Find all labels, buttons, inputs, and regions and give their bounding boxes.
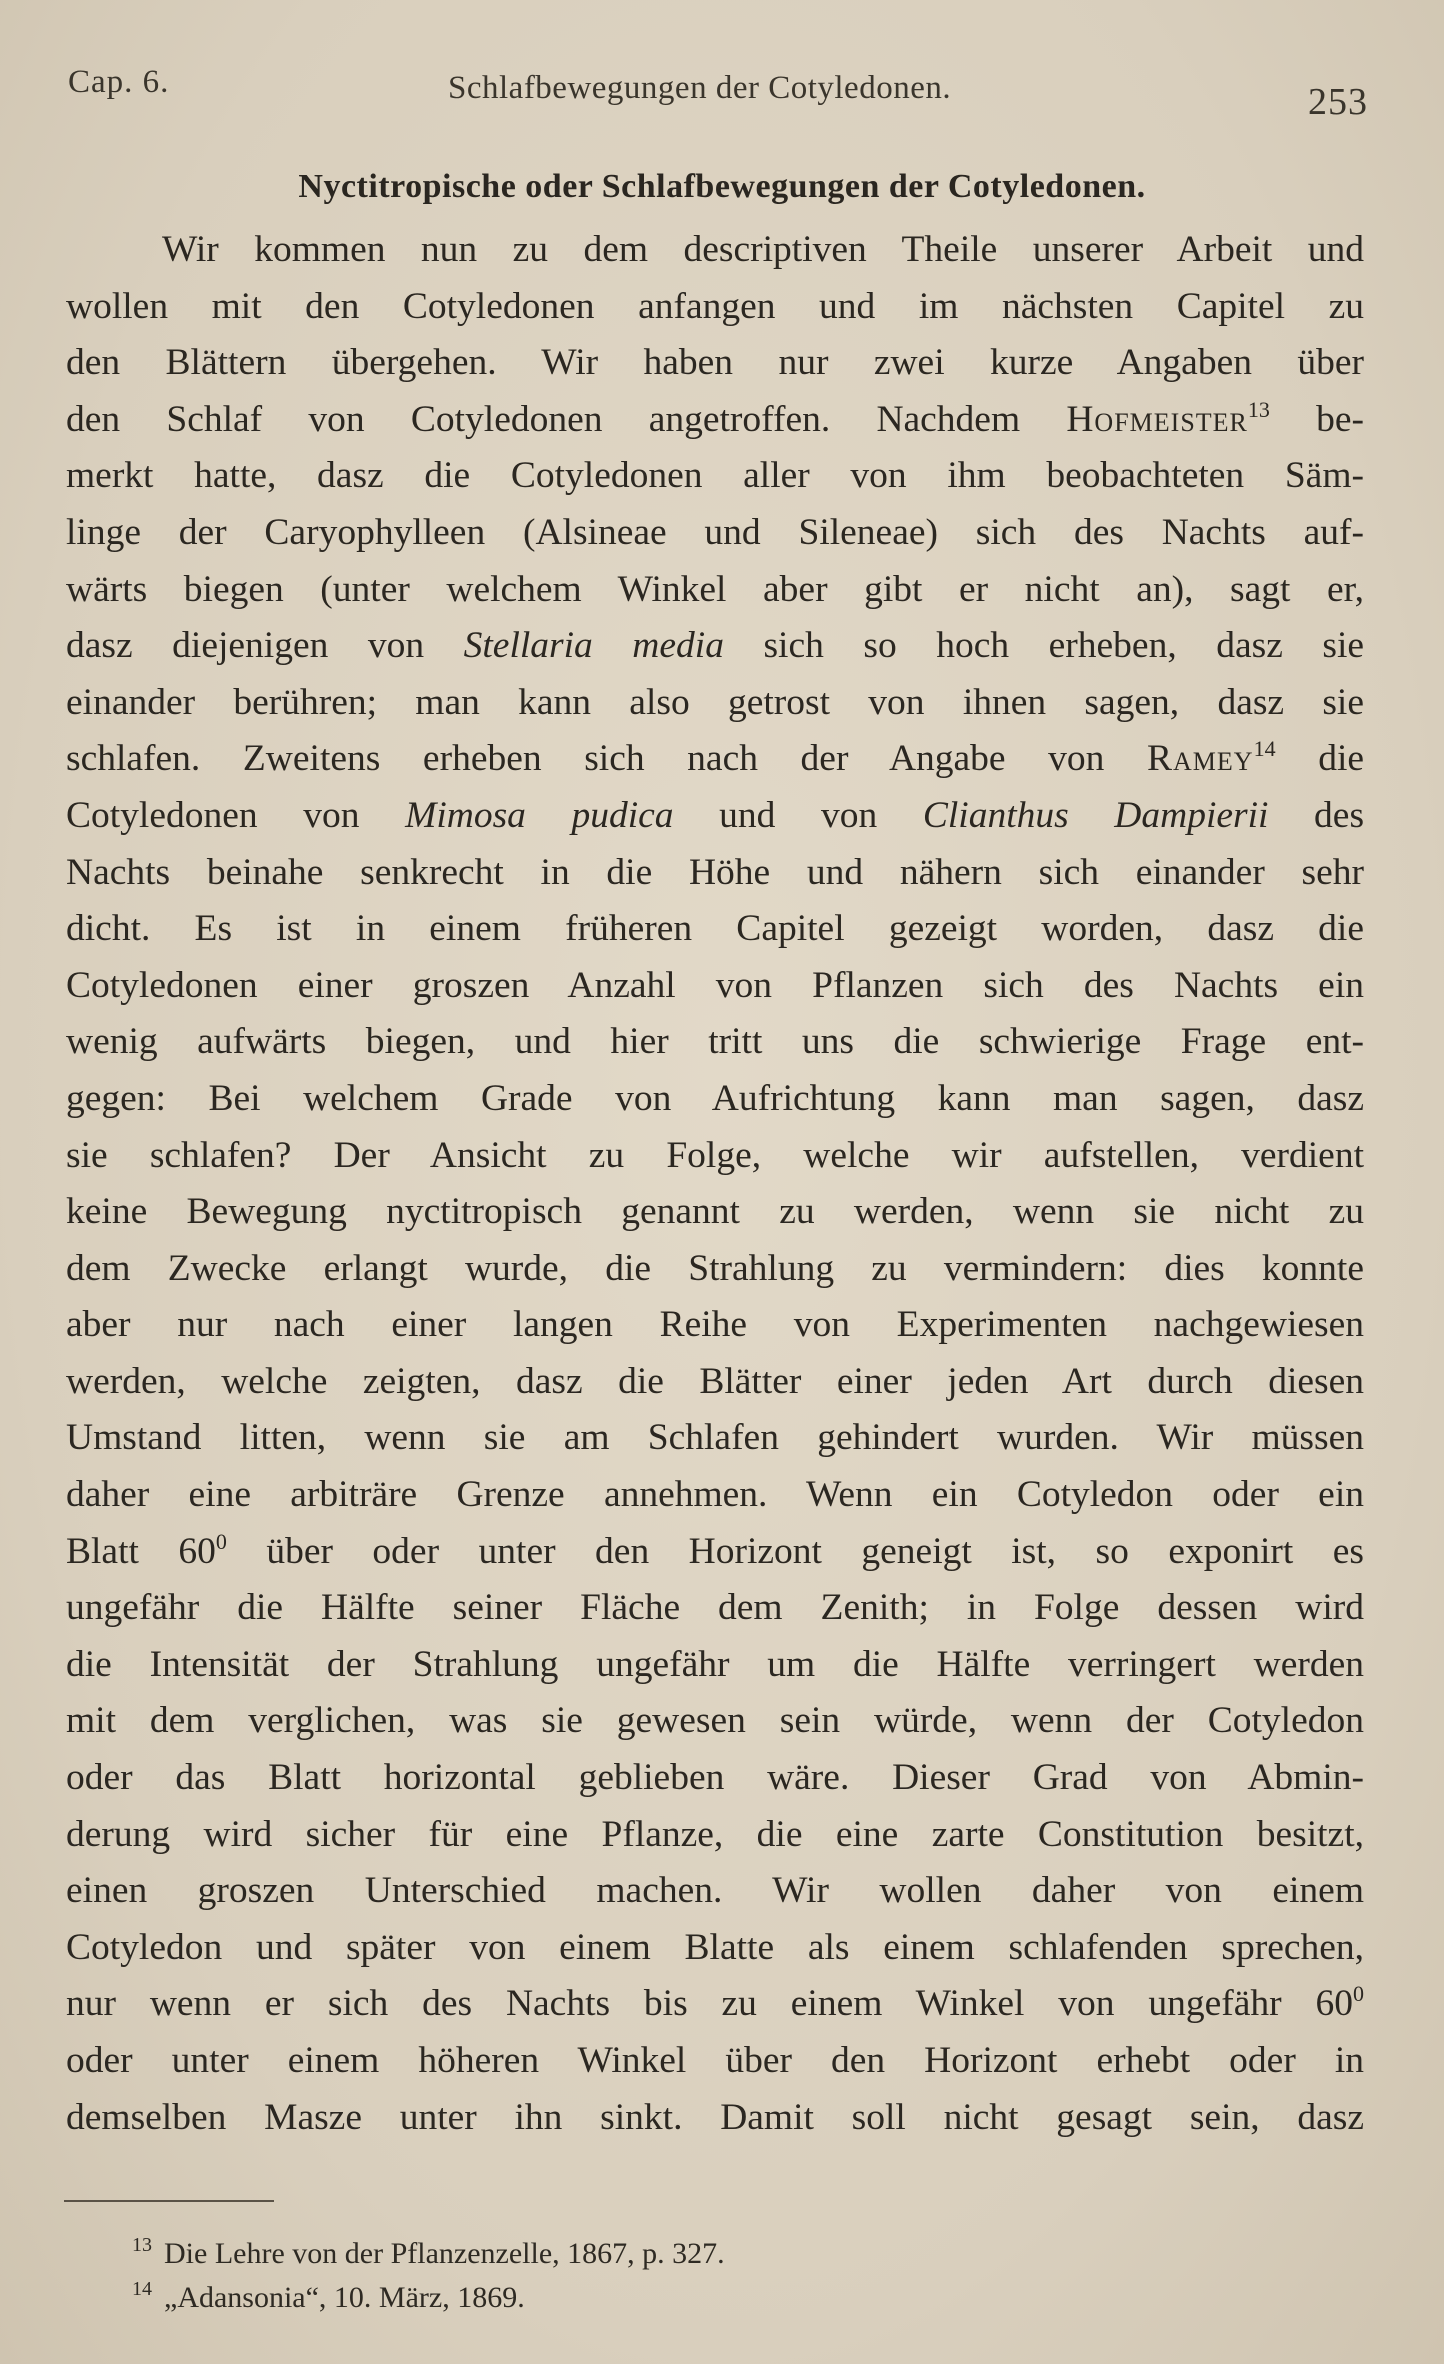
text-line: wenig aufwärts biegen, und hier tritt uns die schwierige Frage ent-: [66, 1021, 1364, 1063]
text-line: den Blättern übergehen. Wir haben nur zwei kurze Angaben über: [66, 342, 1364, 384]
footnote-mark: 13: [132, 2234, 152, 2256]
chapter-label: Cap. 6.: [68, 64, 170, 100]
text-line: daher eine arbiträre Grenze annehmen. Wenn ein Cotyledon oder ein: [66, 1474, 1364, 1516]
text-line: einander berühren; man kann also getrost von ihnen sagen, dasz sie: [66, 681, 1364, 723]
text-line: keine Bewegung nyctitropisch genannt zu werden, wenn sie nicht zu: [66, 1191, 1364, 1233]
text-line: [66, 1524, 1364, 1581]
text-line: [66, 731, 1364, 788]
text-line: sie schlafen? Der Ansicht zu Folge, welche wir aufstellen, verdient: [66, 1134, 1364, 1176]
text-segment: des: [1314, 794, 1365, 836]
text-line: wärts biegen (unter welchem Winkel aber gibt er nicht an), sagt er,: [66, 568, 1364, 610]
text-line: Cotyledon und später von einem Blatte als einem schlafenden sprechen,: [66, 1926, 1364, 1968]
text-line: oder unter einem höheren Winkel über den Horizont erhebt oder in: [66, 2040, 1364, 2081]
author-name-ramey: Ramey: [1147, 738, 1254, 780]
footnote-text: Die Lehre von der Pflanzenzelle, 1867, p. 327.: [164, 2237, 725, 2270]
species-name: Mimosa pudica: [405, 794, 674, 836]
footnotes: [132, 2232, 1232, 2320]
text-line: demselben Masze unter ihn sinkt. Damit soll nicht gesagt sein, dasz: [66, 2096, 1364, 2138]
footnote-14: [132, 2276, 1232, 2320]
text-line: dicht. Es ist in einem früheren Capitel gezeigt worden, dasz die: [66, 908, 1364, 950]
text-line: einen groszen Unterschied machen. Wir wollen daher von einem: [66, 1870, 1364, 1912]
body-text: [66, 222, 1364, 2146]
footnote-13: [132, 2232, 1232, 2276]
footnote-text: „Adansonia“, 10. März, 1869.: [164, 2281, 525, 2314]
text-segment: Blatt 60: [66, 1530, 216, 1572]
author-name-hofmeister: Hofmeister: [1066, 398, 1248, 440]
text-line: Nachts beinahe senkrecht in die Höhe und nähern sich einander sehr: [66, 851, 1364, 893]
text-line: die Intensität der Strahlung ungefähr um die Hälfte verringert werden: [66, 1643, 1364, 1685]
text-line: linge der Caryophylleen (Alsineae und Sileneae) sich des Nachts auf-: [66, 511, 1364, 553]
degree-mark: 0: [1353, 1981, 1364, 2007]
text-line: mit dem verglichen, was sie gewesen sein würde, wenn der Cotyledon: [66, 1700, 1364, 1742]
text-segment: nur wenn er sich des Nachts bis zu einem Winkel von ungefähr 60: [66, 1983, 1353, 2025]
text-segment: be-: [1316, 398, 1364, 440]
text-line: Cotyledonen einer groszen Anzahl von Pflanzen sich des Nachts ein: [66, 964, 1364, 1006]
text-line: Umstand litten, wenn sie am Schlafen gehindert wurden. Wir müssen: [66, 1417, 1364, 1459]
text-segment: schlafen. Zweitens erheben sich nach der Angabe von: [66, 738, 1105, 780]
text-line: werden, welche zeigten, dasz die Blätter einer jeden Art durch diesen: [66, 1360, 1364, 1402]
footnote-divider: [64, 2200, 274, 2202]
text-line: oder das Blatt horizontal geblieben wäre. Dieser Grad von Abmin-: [66, 1757, 1364, 1799]
text-line: ungefähr die Hälfte seiner Fläche dem Zenith; in Folge dessen wird: [66, 1587, 1364, 1629]
species-name: Stellaria media: [463, 625, 724, 667]
species-name: Clianthus Dampierii: [922, 794, 1269, 836]
footnote-ref-14: 14: [1253, 736, 1276, 762]
text-segment: Cotyledonen von: [66, 794, 360, 836]
running-title: Schlafbewegungen der Cotyledonen.: [448, 70, 952, 106]
footnote-mark: 14: [132, 2278, 152, 2300]
text-line: [66, 392, 1364, 449]
text-line: gegen: Bei welchem Grade von Aufrichtung kann man sagen, dasz: [66, 1077, 1364, 1119]
text-line: wollen mit den Cotyledonen anfangen und im nächsten Capitel zu: [66, 285, 1364, 327]
text-line: Wir kommen nun zu dem descriptiven Theile unserer Arbeit und: [162, 229, 1364, 270]
text-line: [66, 788, 1364, 845]
text-segment: den Schlaf von Cotyledonen angetroffen. Nachdem: [66, 398, 1021, 440]
text-line: [66, 1976, 1364, 2033]
text-line: aber nur nach einer langen Reihe von Experimenten nachgewiesen: [66, 1304, 1364, 1346]
degree-mark: 0: [215, 1528, 227, 1554]
running-head: [68, 64, 1368, 124]
text-segment: über oder unter den Horizont geneigt ist, so exponirt es: [266, 1530, 1364, 1572]
text-line: [66, 618, 1364, 675]
page-number: 253: [1308, 81, 1368, 123]
text-segment: die: [1318, 738, 1365, 780]
text-line: merkt hatte, dasz die Cotyledonen aller von ihm beobachteten Säm-: [66, 455, 1364, 497]
text-segment: dasz diejenigen von: [66, 625, 425, 667]
text-segment: sich so hoch erheben, dasz sie: [763, 625, 1365, 667]
text-line: dem Zwecke erlangt wurde, die Strahlung zu vermindern: dies konnte: [66, 1247, 1364, 1289]
section-title: Nyctitropische oder Schlafbewegungen der Cotyledonen.: [298, 168, 1146, 205]
text-segment: und von: [719, 794, 878, 836]
text-line: derung wird sicher für eine Pflanze, die eine zarte Constitution besitzt,: [66, 1813, 1364, 1855]
footnote-ref-13: 13: [1247, 396, 1270, 422]
